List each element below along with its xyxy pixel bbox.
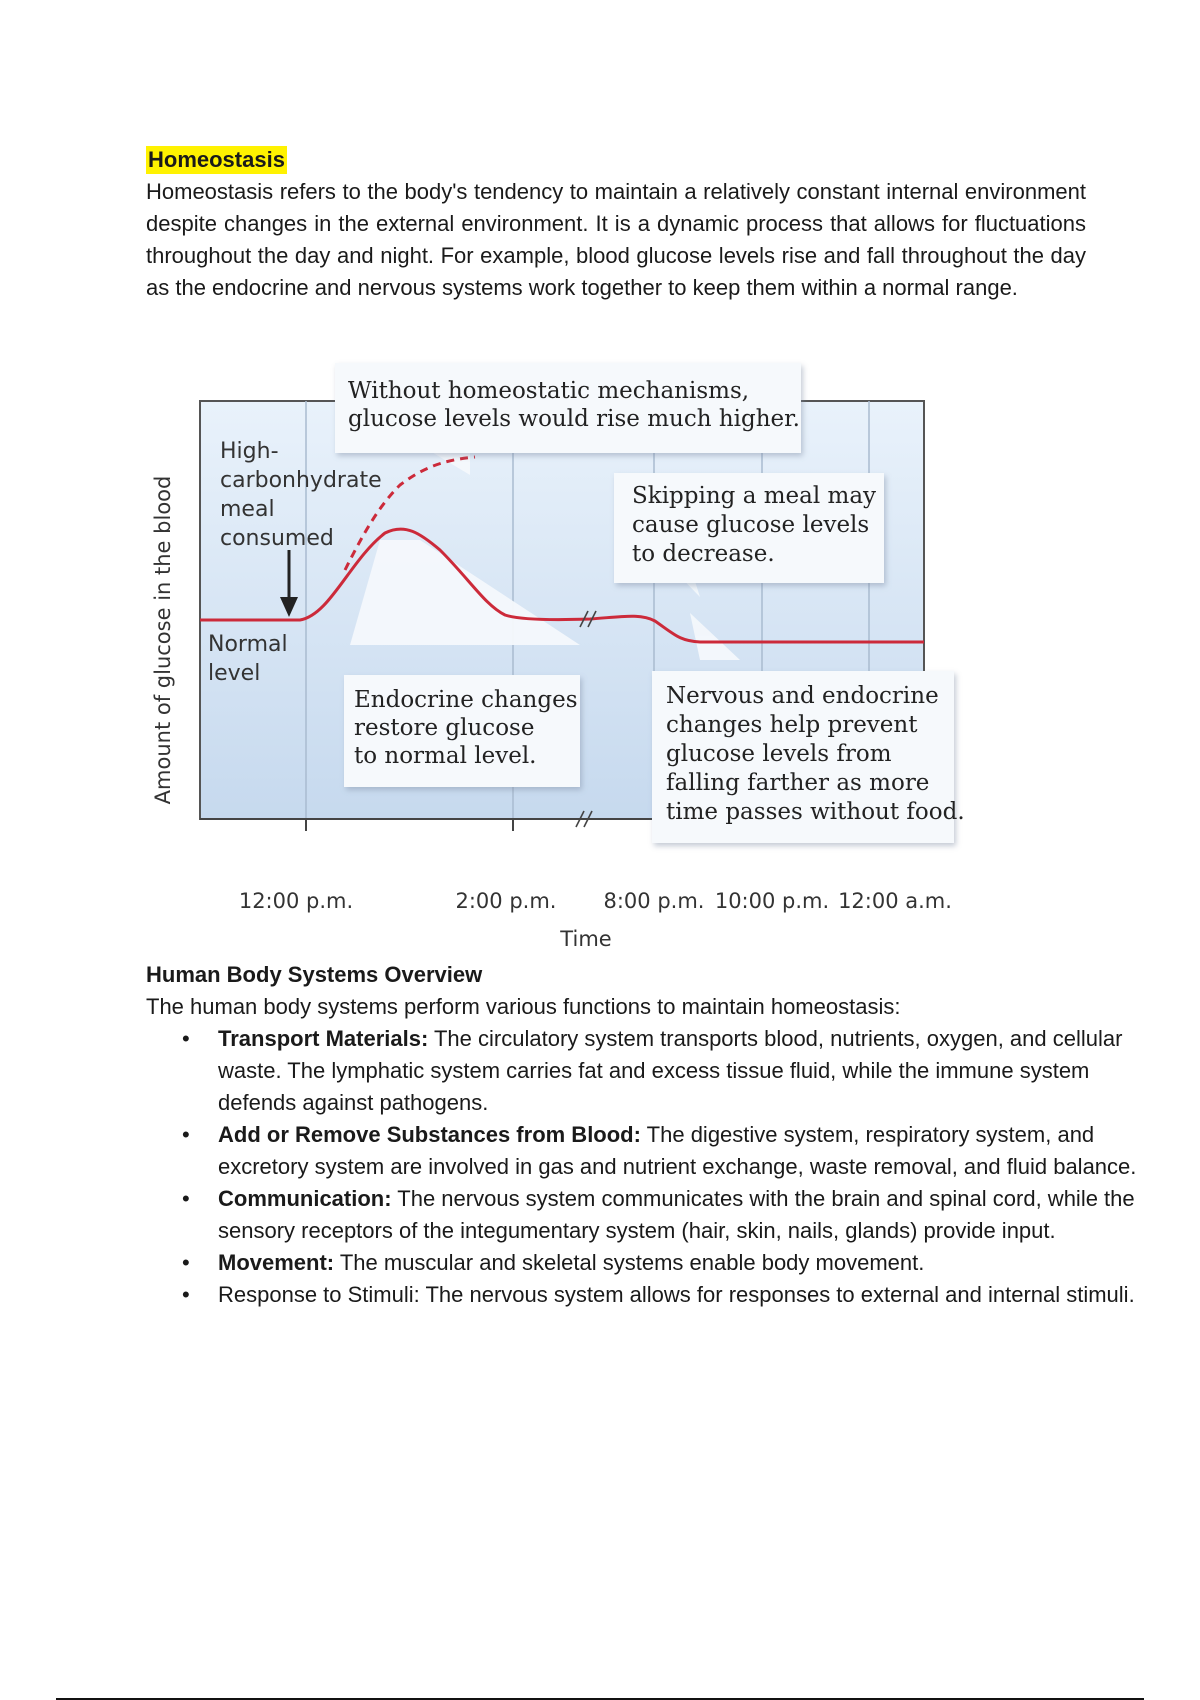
x-axis-label: Time [560, 927, 612, 951]
meal-label-line: carbonhydrate [220, 468, 382, 493]
normal-label-line: level [208, 661, 261, 686]
normal-label-line: Normal [208, 632, 288, 657]
callout-skipping-line: Skipping a meal may [632, 483, 877, 509]
callout-nervous-line: Nervous and endocrine [666, 683, 939, 709]
list-item [218, 1023, 1168, 1119]
meal-label-line: High- [220, 439, 279, 464]
glucose-chart [0, 345, 1200, 965]
list-item-text: The digestive system, respiratory system, and excretory system are involved in gas and nutrient exchange, waste removal, and fluid balance. [218, 1122, 1137, 1179]
callout-nervous-line: time passes without food. [666, 799, 965, 825]
callout-without-line: glucose levels would rise much higher. [348, 406, 800, 432]
list-item [218, 1119, 1168, 1183]
list-item-text: Response to Stimuli: The nervous system allows for responses to external and internal stimuli. [218, 1282, 1135, 1307]
homeostasis-paragraph: Homeostasis refers to the body's tendency to maintain a relatively constant internal environment despite changes in the external environment. It is a dynamic process that allows for fluctuations throughout the day and night. For example, blood glucose levels rise and fall throughout the day as the endocrine and nervous systems work together to keep them within a normal range. [146, 179, 1086, 300]
x-tick-label: 2:00 p.m. [455, 889, 557, 913]
list-item [218, 1279, 1168, 1311]
callout-skipping-line: to decrease. [632, 541, 775, 567]
callout-nervous-line: changes help prevent [666, 712, 918, 738]
x-tick-label: 12:00 a.m. [838, 889, 952, 913]
callout-endocrine-line: Endocrine changes [354, 687, 578, 713]
list-item-text: The muscular and skeletal systems enable body movement. [334, 1250, 925, 1275]
list-item [218, 1247, 1168, 1279]
callout-endocrine-line: to normal level. [354, 743, 537, 769]
body-systems-intro: The human body systems perform various functions to maintain homeostasis: [146, 994, 901, 1019]
list-item-text: The nervous system communicates with the brain and spinal cord, while the sensory receptors of the integumentary system (hair, skin, nails, glands) provide input. [218, 1186, 1135, 1243]
x-tick-label: 12:00 p.m. [238, 889, 354, 913]
section-title-body-systems: Human Body Systems Overview [146, 962, 483, 987]
callout-without-line: Without homeostatic mechanisms, [348, 378, 750, 404]
body-systems-list [146, 1023, 1168, 1311]
list-item-bold: Movement: [218, 1250, 335, 1275]
callout-endocrine-line: restore glucose [354, 715, 535, 741]
callout-nervous-line: glucose levels from [666, 741, 892, 767]
meal-label-line: meal [220, 497, 275, 522]
y-axis-label: Amount of glucose in the blood [151, 475, 175, 805]
list-item-bold: Communication: [218, 1186, 392, 1211]
callout-skipping-line: cause glucose levels [632, 512, 870, 538]
callout-nervous-line: falling farther as more [666, 770, 930, 796]
list-item-bold: Add or Remove Substances from Blood: [218, 1122, 641, 1147]
meal-label-line: consumed [220, 526, 334, 551]
list-item-bold: Transport Materials: [218, 1026, 429, 1051]
section-title-homeostasis: Homeostasis [148, 147, 285, 172]
list-item-text: The circulatory system transports blood, nutrients, oxygen, and cellular waste. The lymphatic system carries fat and excess tissue fluid, while the immune system defends against pathogens. [218, 1026, 1123, 1115]
x-tick-label: 10:00 p.m. [714, 889, 830, 913]
x-tick-label: 8:00 p.m. [603, 889, 705, 913]
list-item [218, 1183, 1168, 1247]
